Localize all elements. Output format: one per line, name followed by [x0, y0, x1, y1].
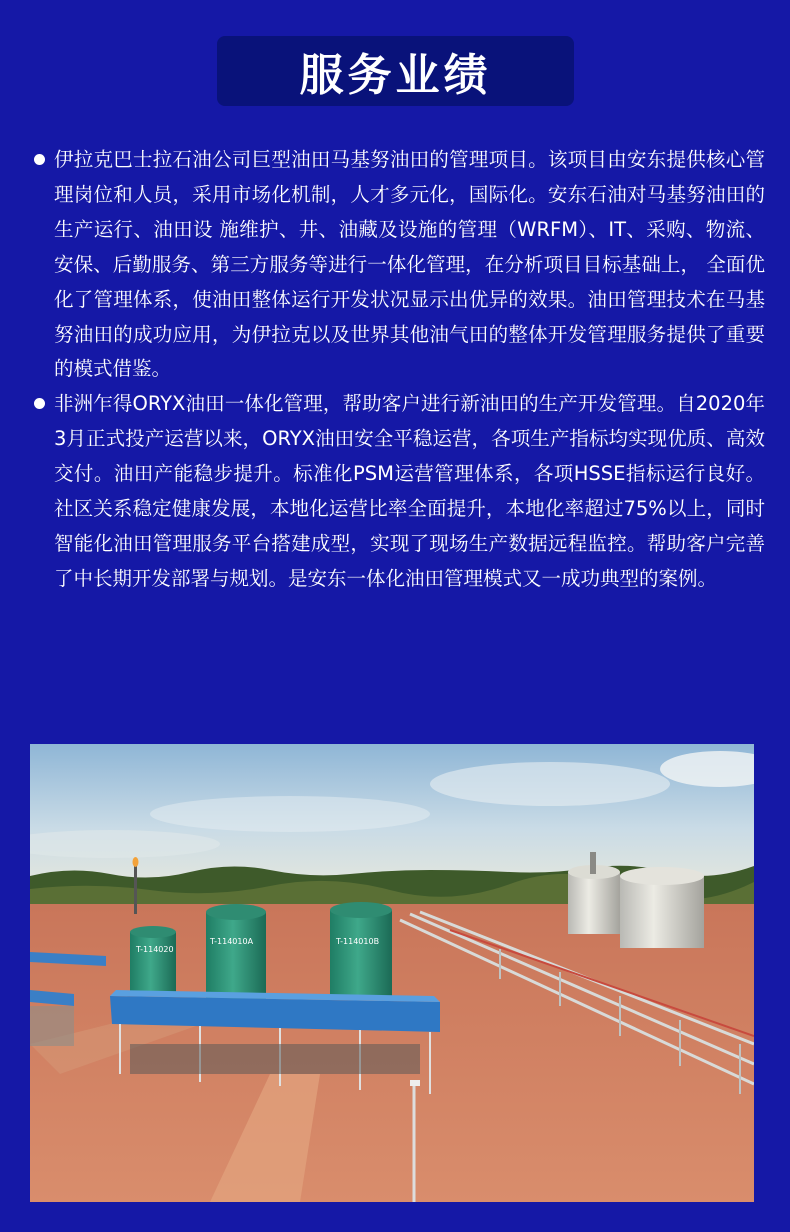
oilfield-photo [30, 744, 754, 1202]
list-item-text: 伊拉克巴士拉石油公司巨型油田马基努油田的管理项目。该项目由安东提供核心管理岗位和人员，采用市场化机制，人才多元化，国际化。安东石油对马基努油田的生产运行、油田设 施维护、井、油藏及设施的管理（WRFM）、IT、采购、物流、安保、后勤服务、第三方服务等进行一体化管理，在分析项目目标基础上， 全面优化了管理体系，使油田整体运行开发状况显示出优异的效果。油田管理技术在马基努油田的成功应用，为伊拉克以及世界其他油气田的整体开发管理服务提供了重要的模式借鉴。 [54, 148, 765, 381]
list-item [30, 387, 765, 596]
list-item [30, 143, 765, 387]
page-title: 服务业绩 [299, 50, 492, 101]
bullet-icon [34, 154, 45, 165]
bullet-icon [34, 398, 45, 409]
tank-label: T-114010B [336, 937, 380, 946]
tank-label: T-114010A [210, 937, 254, 946]
tank-label: T-114020 [136, 945, 174, 954]
achievement-list [30, 143, 765, 597]
list-item-text: 非洲乍得ORYX油田一体化管理，帮助客户进行新油田的生产开发管理。自2020年3月正式投产运营以来，ORYX油田安全平稳运营，各项生产指标均实现优质、高效交付。油田产能稳步提升。标准化PSM运营管理体系，各项HSSE指标运行良好。社区关系稳定健康发展，本地化运营比率全面提升，本地化率超过75%以上，同时智能化油田管理服务平台搭建成型，实现了现场生产数据远程监控。帮助客户完善了中长期开发部署与规划。是安东一体化油田管理模式又一成功典型的案例。 [54, 392, 765, 590]
oilfield-illustration [30, 744, 754, 1202]
title-box [217, 36, 574, 106]
flare-stack [134, 864, 137, 914]
